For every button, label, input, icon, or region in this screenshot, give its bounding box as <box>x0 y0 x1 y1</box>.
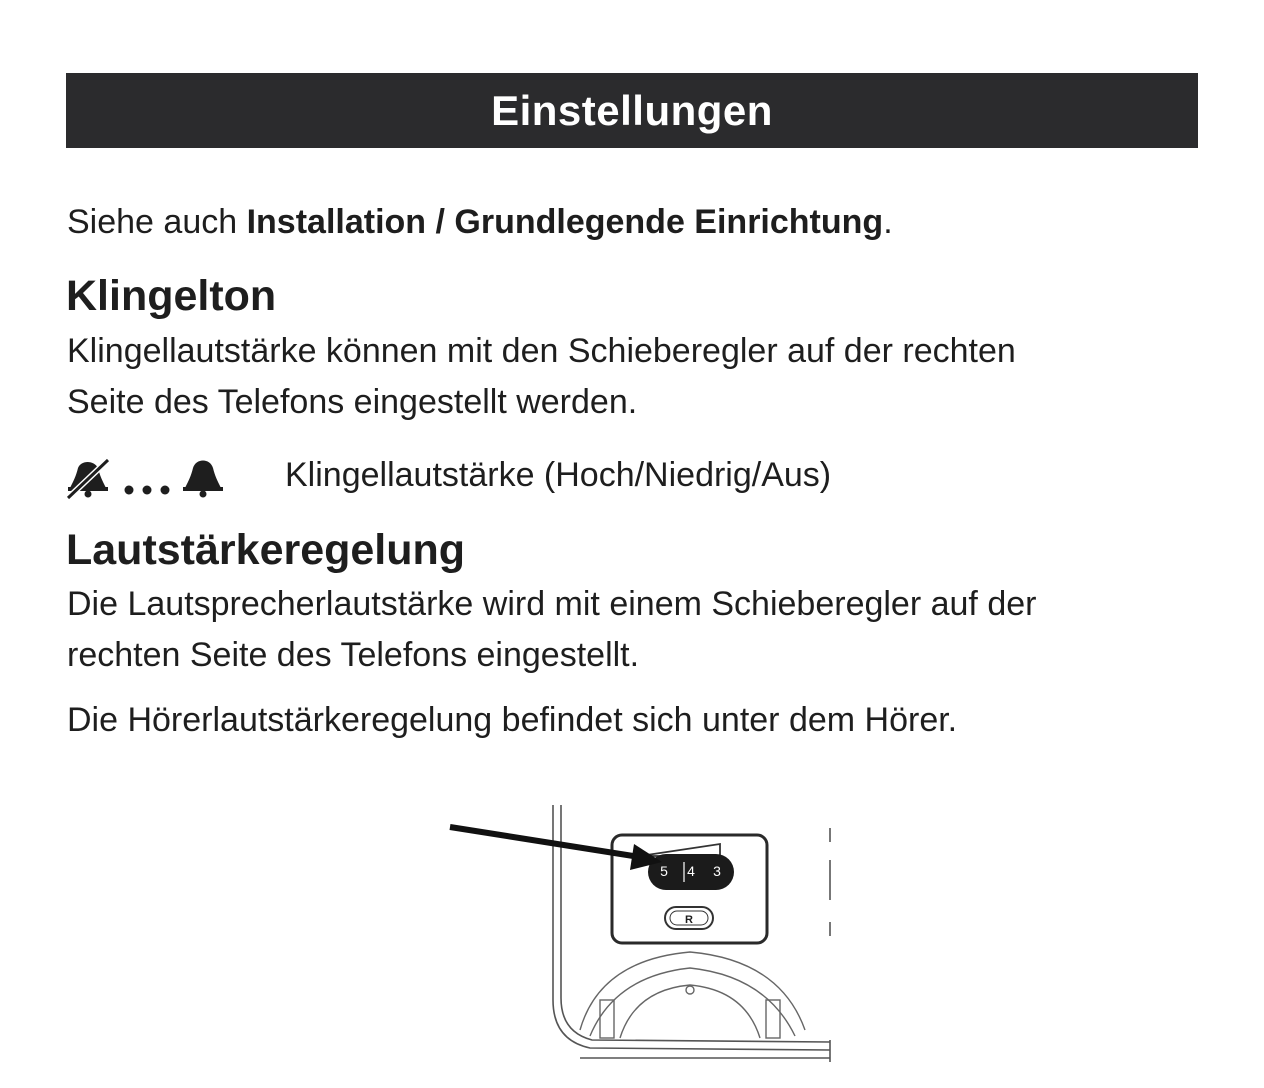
see-also-line <box>67 203 893 242</box>
klingelton-paragraph-line-2: Seite des Telefons eingestellt werden. <box>67 383 638 421</box>
see-also-suffix: . <box>883 203 893 241</box>
ring-volume-label: Klingellautstärke (Hoch/Niedrig/Aus) <box>285 456 832 494</box>
handset-cradle <box>580 952 805 1038</box>
page-title: Einstellungen <box>491 86 773 134</box>
heading-lautstaerkeregelung: Lautstärkeregelung <box>66 526 466 574</box>
lautstaerke-paragraph-line-2: rechten Seite des Telefons eingestellt. <box>67 636 640 674</box>
dial-number-3: 3 <box>713 863 721 879</box>
ellipsis-icon <box>125 486 170 495</box>
see-also-prefix: Siehe auch <box>67 203 247 241</box>
bell-muted-icon <box>68 460 108 498</box>
klingelton-paragraph-line-1: Klingellautstärke können mit den Schieberegler auf der rechten <box>67 332 1016 370</box>
lautstaerke-paragraph-line-1: Die Lautsprecherlautstärke wird mit einem Schieberegler auf der <box>67 585 1037 623</box>
bell-icon <box>183 461 223 498</box>
r-button-label: R <box>685 914 693 926</box>
dial-number-5: 5 <box>660 863 668 879</box>
ring-volume-row <box>64 454 964 500</box>
heading-klingelton: Klingelton <box>66 272 277 320</box>
section-header <box>66 73 1198 148</box>
see-also-reference: Installation / Grundlegende Einrichtung <box>246 203 884 241</box>
ring-volume-icons <box>64 454 234 500</box>
phone-volume-illustration <box>440 800 840 1065</box>
dial-number-4: 4 <box>687 863 695 879</box>
hoerer-volume-paragraph: Die Hörerlautstärkeregelung befindet sich unter dem Hörer. <box>67 701 958 739</box>
